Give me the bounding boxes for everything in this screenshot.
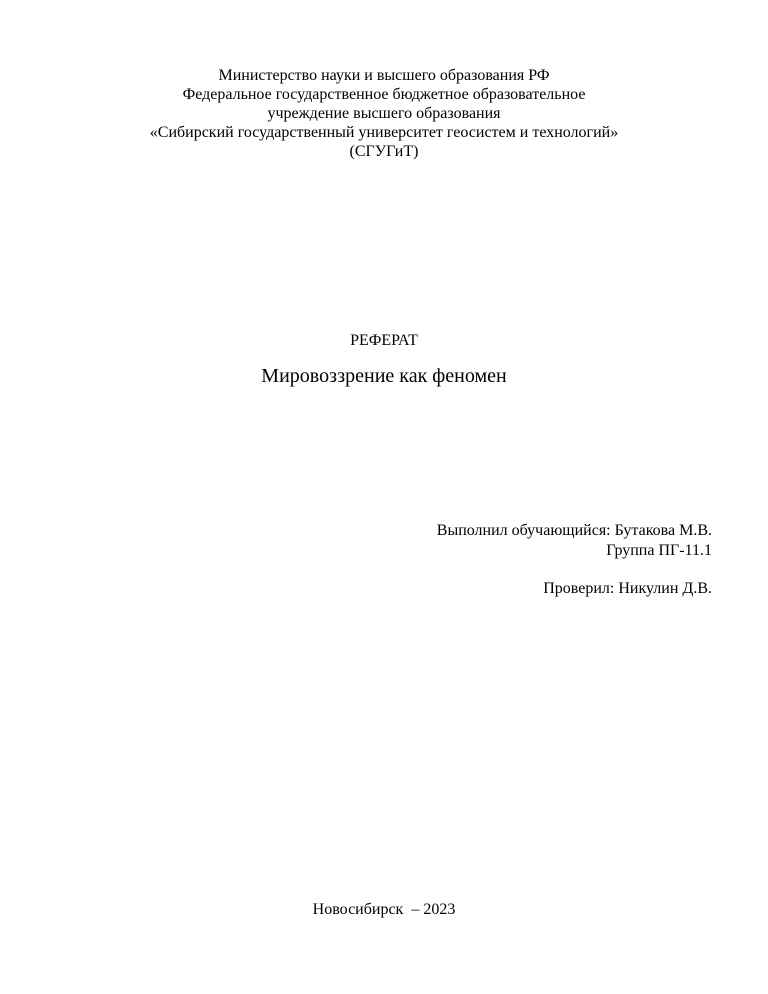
- institution-header: [60, 66, 708, 161]
- author-line: Выполнил обучающийся: Бутакова М.В.: [436, 522, 712, 539]
- document-type: РЕФЕРАТ: [350, 332, 418, 349]
- university-abbreviation: (СГУГиТ): [349, 143, 419, 160]
- author-block: [437, 521, 712, 561]
- group-line: Группа ПГ-11.1: [606, 542, 712, 559]
- city-year: Новосибирск – 2023: [312, 901, 456, 918]
- ministry-line: Министерство науки и высшего образования РФ: [218, 67, 550, 84]
- document-title: Мировоззрение как феномен: [261, 365, 507, 387]
- institution-type-line-2: учреждение высшего образования: [267, 105, 501, 122]
- university-name-line: «Сибирский государственный университет геосистем и технологий»: [149, 124, 619, 141]
- institution-type-line: Федеральное государственное бюджетное образовательное: [182, 86, 586, 103]
- reviewer-line: Проверил: Никулин Д.В.: [543, 580, 712, 597]
